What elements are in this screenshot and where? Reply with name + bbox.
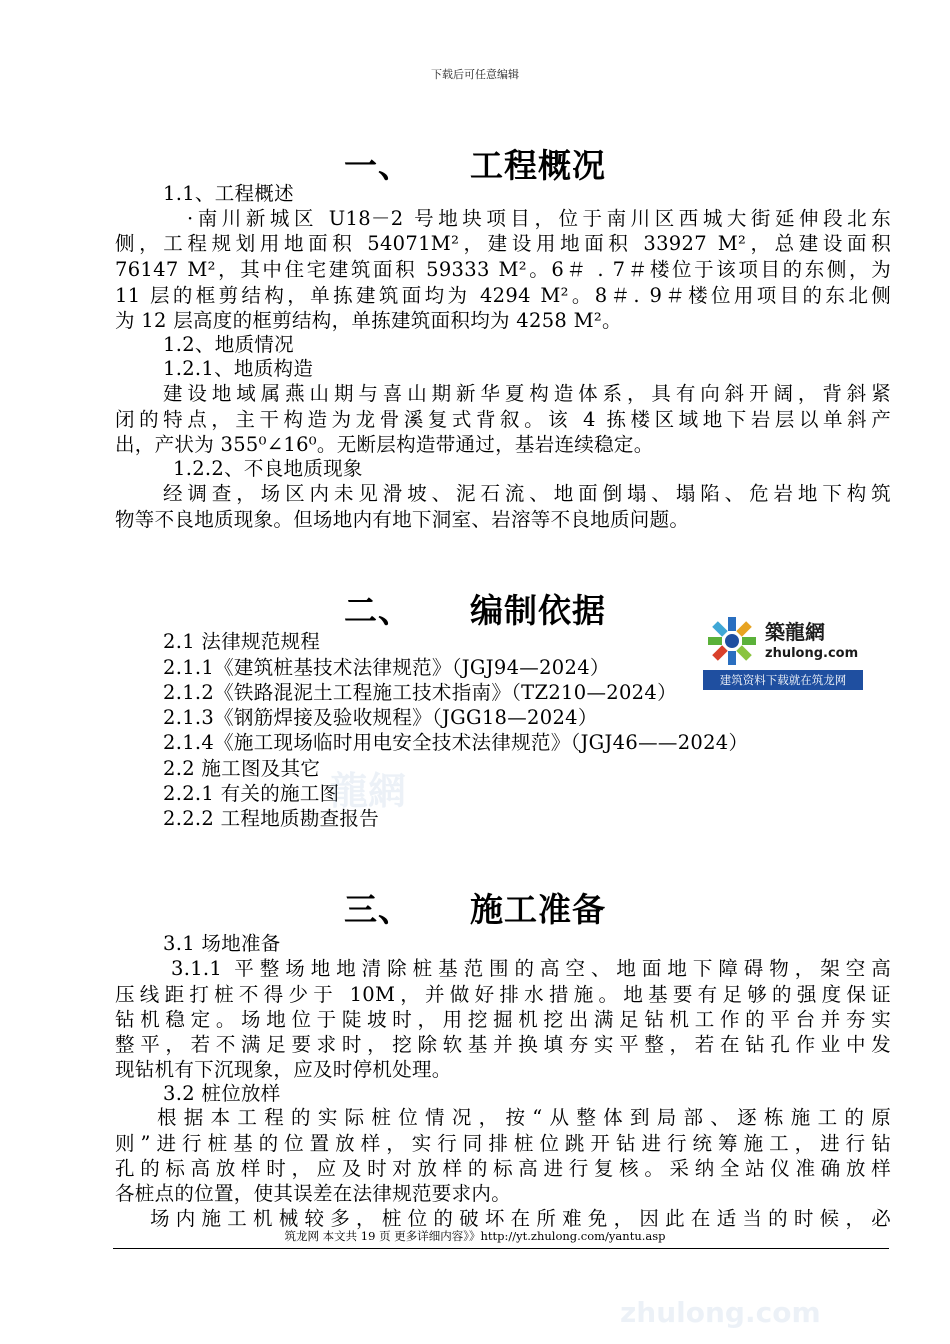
paragraph-line: 压线距打桩不得少于 10M，并做好排水措施。地基要有足够的强度保证 — [115, 983, 891, 1006]
header-note: 下载后可任意编辑 — [431, 68, 519, 81]
section-number: 一、 — [344, 146, 412, 185]
paragraph-line: 现钻机有下沉现象，应及时停机处理。 — [115, 1058, 452, 1081]
paragraph-line: 场内施工机械较多，桩位的破坏在所难免，因此在适当的时候，必 — [150, 1207, 891, 1230]
subheading: 3.2 桩位放样 — [163, 1082, 281, 1105]
section-title: 工程概况 — [470, 146, 606, 185]
paragraph-line: ·南川新城区 U18－2 号地块项目，位于南川区西城大街延伸段北东 — [187, 207, 891, 230]
section-number: 二、 — [344, 591, 412, 630]
paragraph-line: 侧，工程规划用地面积 54071M²，建设用地面积 33927 M²，总建设面积 — [115, 232, 891, 255]
paragraph-line: 孔的标高放样时，应及时对放样的标高进行复核。采纳全站仪准确放样 — [115, 1157, 891, 1180]
logo-brand: 築龍網 — [765, 620, 825, 644]
list-item: 2.1.2《铁路混泥土工程施工技术指南》（TZ210—2024） — [163, 681, 677, 704]
section-title: 施工准备 — [470, 890, 606, 929]
list-item: 2.1 法律规范规程 — [163, 630, 321, 653]
section-number: 三、 — [344, 890, 412, 929]
paragraph-line: 3.1.1 平整场地地清除桩基范围的高空、地面地下障碍物，架空高 — [171, 957, 891, 980]
zhulong-logo — [703, 614, 863, 690]
logo-domain: zhulong.com — [765, 646, 859, 661]
logo-slogan: 建筑资料下载就在筑龙网 — [703, 670, 863, 690]
paragraph-line: 物等不良地质现象。但场地内有地下洞室、岩溶等不良地质问题。 — [115, 508, 690, 531]
watermark: 龍網 — [330, 769, 407, 813]
paragraph-line: 根据本工程的实际桩位情况，按“从整体到局部、逐栋施工的原 — [157, 1106, 891, 1129]
list-item: 2.2.1 有关的施工图 — [163, 782, 340, 805]
paragraph-line: 11 层的框剪结构，单拣建筑面均为 4294 M²。8＃. 9＃楼位用项目的东北侧 — [115, 284, 891, 307]
subheading: 1.1、工程概述 — [163, 182, 294, 205]
list-item: 2.1.4《施工现场临时用电安全技术法律规范》（JGJ46——2024） — [163, 731, 749, 754]
footer-text: 筑龙网 本文共 19 页 更多详细内容》》http://yt.zhulong.com/yantu.asp — [284, 1229, 666, 1243]
list-item: 2.1.1《建筑桩基技术法律规范》（JGJ94—2024） — [163, 656, 610, 679]
paragraph-line: 76147 M²，其中住宅建筑面积 59333 M²。6＃ . 7＃楼位于该项目的东侧，为 — [115, 258, 891, 281]
subheading: 1.2.1、地质构造 — [163, 357, 314, 380]
paragraph-line: 钻机稳定。场地位于陡坡时，用挖掘机挖出满足钻机工作的平台并夯实 — [115, 1008, 891, 1031]
paragraph-line: 闭的特点，主干构造为龙骨溪复式背叙。该 4 拣楼区域地下岩层以单斜产 — [115, 408, 891, 431]
list-item: 2.2.2 工程地质勘查报告 — [163, 807, 380, 830]
list-item: 2.2 施工图及其它 — [163, 757, 321, 780]
paragraph-line: 建设地域属燕山期与喜山期新华夏构造体系，具有向斜开阔，背斜紧 — [163, 382, 891, 405]
paragraph-line: 为 12 层高度的框剪结构，单拣建筑面积均为 4258 M²。 — [115, 309, 622, 332]
footer-rule — [113, 1248, 889, 1249]
snowflake-icon — [703, 614, 761, 668]
paragraph-line: 各桩点的位置，使其误差在法律规范要求内。 — [115, 1182, 512, 1205]
subheading: 1.2.2、不良地质现象 — [173, 457, 363, 480]
paragraph-line: 整平，若不满足要求时，挖除软基并换填夯实平整，若在钻孔作业中发 — [115, 1033, 891, 1056]
paragraph-line: 则”进行桩基的位置放样，实行同排桩位跳开钻进行统筹施工，进行钻 — [115, 1132, 891, 1155]
section-heading-3 — [0, 884, 950, 931]
paragraph-line: 出，产状为 355⁰∠16⁰。无断层构造带通过，基岩连续稳定。 — [115, 433, 654, 456]
section-heading-1 — [0, 140, 950, 187]
list-item: 2.1.3《钢筋焊接及验收规程》（JGG18—2024） — [163, 706, 598, 729]
paragraph-line: 经调查，场区内未见滑坡、泥石流、地面倒塌、塌陷、危岩地下构筑 — [163, 482, 891, 505]
subheading: 1.2、地质情况 — [163, 333, 294, 356]
subheading: 3.1 场地准备 — [163, 932, 281, 955]
watermark: zhulong.com — [620, 1296, 821, 1329]
section-title: 编制依据 — [470, 591, 606, 630]
